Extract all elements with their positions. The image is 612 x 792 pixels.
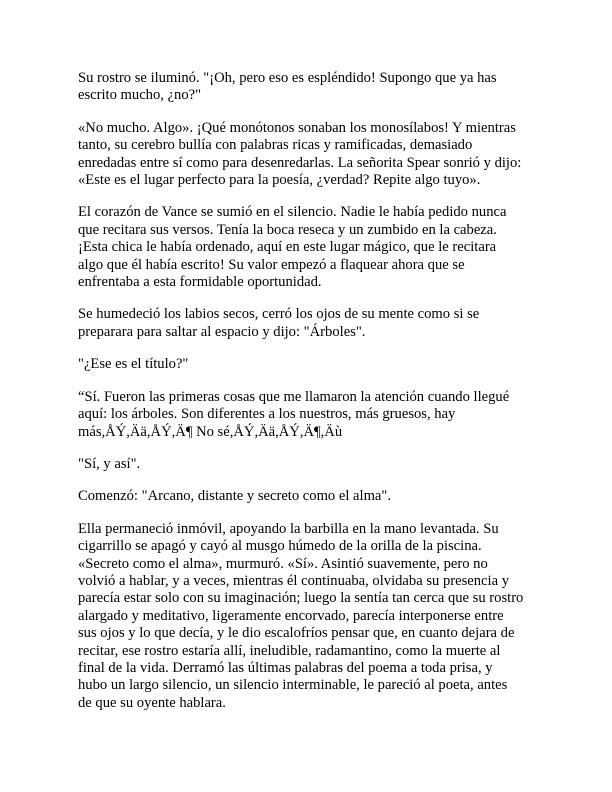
paragraph-8: Comenzó: "Arcano, distante y secreto como el alma".: [78, 488, 392, 505]
paragraph-3: El corazón de Vance se sumió en el silencio. Nadie le había pedido nunca que recitara sus versos. Tenía la boca reseca y un zumbido en la cabeza. ¡Esta chica le había ordenado, aquí en este lugar mágico, que le recitara algo que él había escrito! Su valor empezó a flaquear ahora que se enfrentaba a esta formidable oportunidad.: [78, 204, 507, 291]
paragraph-1: Su rostro se iluminó. "¡Oh, pero eso es espléndido! Supongo que ya has escrito mucho, ¿no?": [78, 70, 497, 104]
paragraph-4: Se humedeció los labios secos, cerró los ojos de su mente como si se preparara para saltar al espacio y dijo: "Árboles".: [78, 306, 480, 340]
paragraph-2: «No mucho. Algo». ¡Qué monótonos sonaban los monosílabos! Y mientras tanto, su cerebro bullía con palabras ricas y ramificadas, demasiado enredadas entre sí como para desenredarlas. La señorita Spear sonrió y dijo: «Este es el lugar perfecto para la poesía, ¿verdad? Repite algo tuyo».: [78, 119, 522, 189]
paragraph-5: "¿Ese es el título?": [78, 356, 189, 373]
document-page: [78, 70, 534, 727]
paragraph-9: Ella permaneció inmóvil, apoyando la barbilla en la mano levantada. Su cigarrillo se apagó y cayó al musgo húmedo de la orilla de la piscina. «Secreto como el alma», murmuró. «Sí». Asintió suavemente, pero no volvió a hablar, y a veces, mientras él continuaba, olvidaba su presencia y parecía estar solo con su imaginación; luego la sentía tan cerca que su rostro alargado y meditativo, ligeramente encorvado, parecía interponerse entre sus ojos y lo que decía, y le dio escalofríos pensar que, en cuanto dejara de recitar, ese rostro estaría allí, ineludible, radamantino, como la muerte al final de la vida. Derramó las últimas palabras del poema a toda prisa, y hubo un largo silencio, un silencio interminable, le pareció al poeta, antes de que su oyente hablara.: [78, 520, 524, 711]
paragraph-6: “Sí. Fueron las primeras cosas que me llamaron la atención cuando llegué aquí: los árboles. Son diferentes a los nuestros, más gruesos, hay más,ÅÝ,Ää,ÅÝ,Ä¶ No sé,ÅÝ,Ää,ÅÝ,Ä¶,Äù: [78, 388, 510, 440]
paragraph-7: "Sí, y así".: [78, 455, 141, 472]
